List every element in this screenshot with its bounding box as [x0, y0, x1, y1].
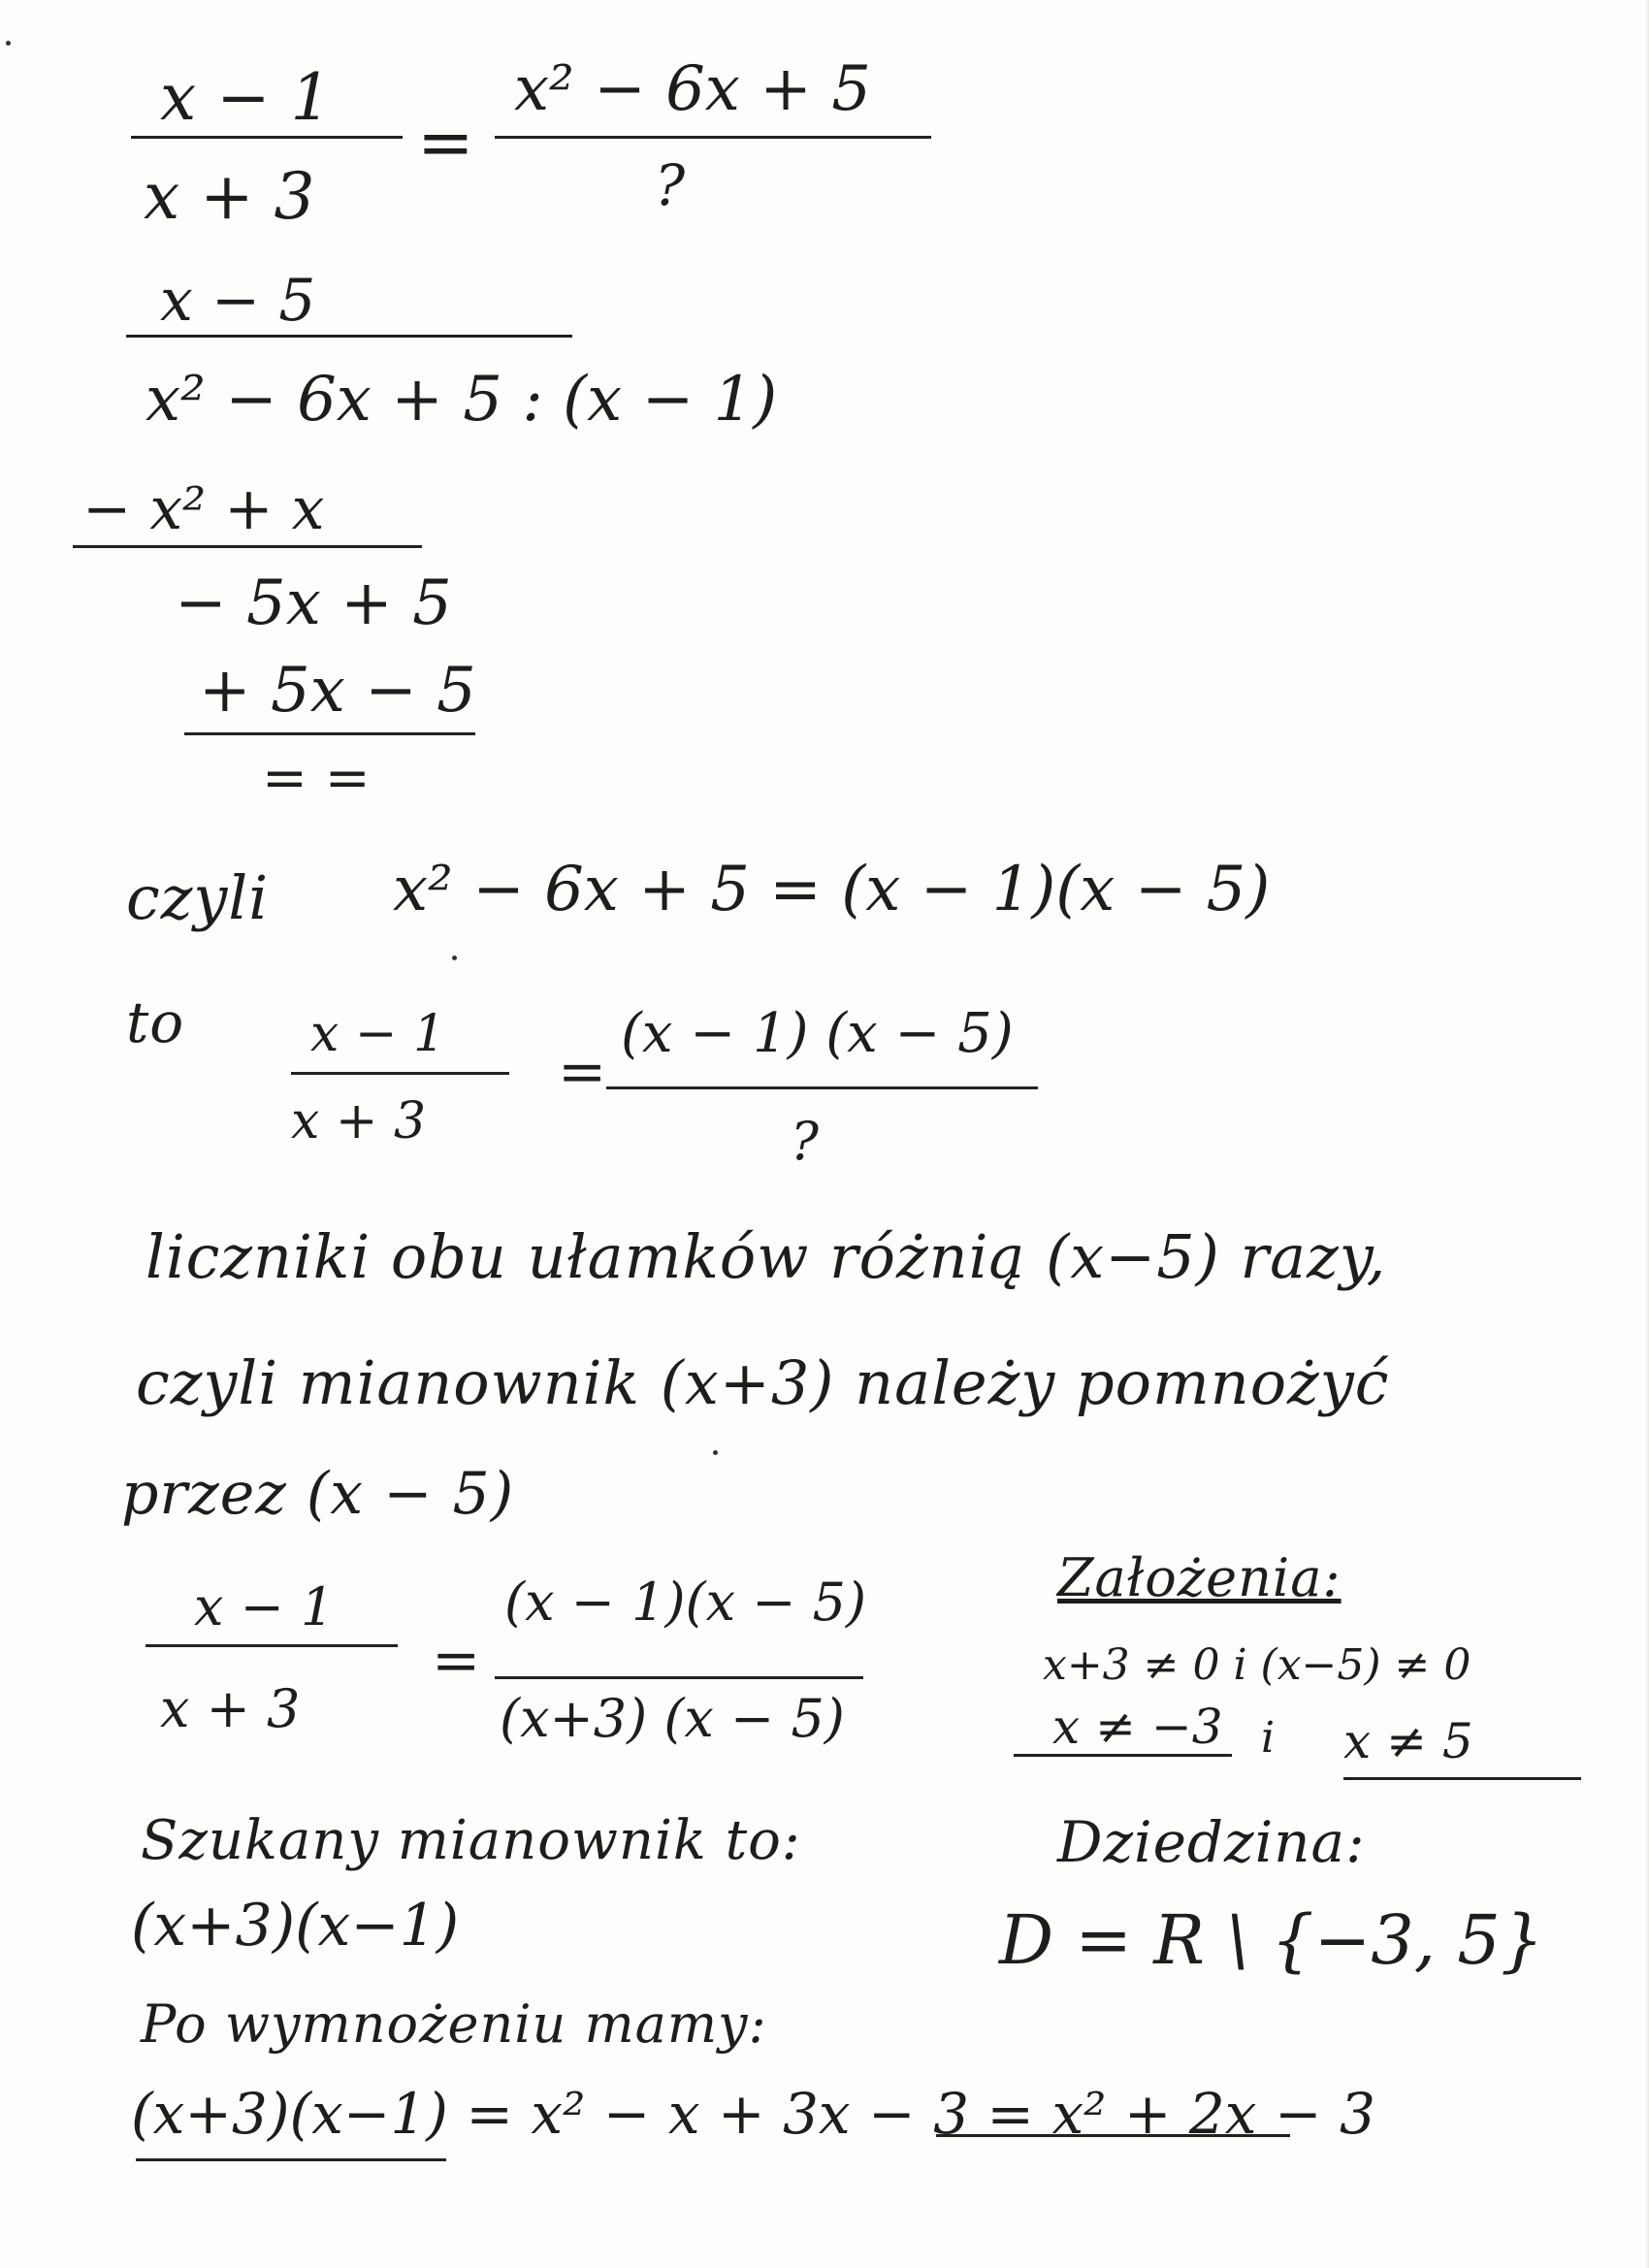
problem-rhs-numerator: x² − 6x + 5	[514, 53, 871, 125]
problem-equals: =	[417, 103, 474, 182]
then-rhs-denominator: ?	[791, 1111, 819, 1172]
answer-intro: Szukany mianownik to:	[141, 1809, 801, 1872]
answer-denominator: (x+3)(x−1)	[131, 1892, 460, 1960]
division-quotient-bar	[126, 335, 572, 338]
final-rhs-numerator: (x − 1)(x − 5)	[504, 1571, 867, 1633]
domain-set: D = R \ {−3, 5}	[999, 1900, 1544, 1980]
division-step2-bar	[184, 732, 475, 735]
domain-title: Dziedzina:	[1057, 1809, 1366, 1875]
assumptions-underline-left	[1014, 1754, 1232, 1757]
answer-after: Po wymnożeniu mamy:	[141, 1993, 767, 2055]
then-rhs-numerator: (x − 1) (x − 5)	[621, 1002, 1014, 1065]
division-remainder1: − 5x + 5	[175, 567, 452, 639]
problem-rhs-denominator: ?	[655, 152, 686, 218]
final-equals: =	[432, 1627, 481, 1695]
problem-rhs-fraction-bar	[495, 136, 931, 139]
answer-underline-right	[936, 2134, 1290, 2137]
answer-final: (x+3)(x−1) = x² − x + 3x − 3 = x² + 2x − 3	[131, 2081, 1375, 2147]
assumptions-connector: i	[1261, 1713, 1276, 1763]
scan-edge	[1645, 0, 1649, 2268]
final-rhs-denominator: (x+3) (x − 5)	[500, 1688, 845, 1749]
conclusion-label: czyli	[126, 862, 270, 933]
explanation-line1: liczniki obu ułamków różnią (x−5) razy,	[146, 1221, 1387, 1292]
then-lhs-numerator: x − 1	[310, 1005, 446, 1063]
division-result: = =	[262, 747, 371, 810]
stray-dot	[452, 956, 457, 960]
stray-dot	[713, 1450, 718, 1455]
explanation-line3: przez (x − 5)	[121, 1460, 515, 1528]
final-lhs-fraction-bar	[146, 1644, 398, 1647]
problem-lhs-denominator: x + 3	[144, 159, 315, 234]
assumptions-underline-right	[1343, 1777, 1581, 1780]
problem-lhs-fraction-bar	[131, 136, 403, 139]
then-lhs-denominator: x + 3	[291, 1092, 427, 1150]
assumptions-x-not-minus3: x ≠ −3	[1052, 1699, 1223, 1755]
division-step1: − x² + x	[82, 475, 325, 543]
division-dividend: x² − 6x + 5 : (x − 1)	[146, 364, 778, 436]
final-rhs-fraction-bar	[495, 1676, 863, 1679]
explanation-line2: czyli mianownik (x+3) należy pomnożyć	[136, 1347, 1390, 1418]
final-lhs-numerator: x − 1	[194, 1576, 335, 1637]
assumptions-line1: x+3 ≠ 0 i (x−5) ≠ 0	[1043, 1640, 1471, 1690]
then-lhs-fraction-bar	[291, 1072, 509, 1075]
assumptions-title: Założenia:	[1057, 1547, 1342, 1608]
stray-dot	[6, 41, 11, 46]
then-label: to	[126, 989, 185, 1055]
conclusion-expression: x² − 6x + 5 = (x − 1)(x − 5)	[393, 854, 1271, 925]
then-rhs-fraction-bar	[606, 1086, 1038, 1089]
division-step1-bar	[73, 545, 422, 548]
division-quotient: x − 5	[160, 267, 316, 335]
assumptions-x-not-5: x ≠ 5	[1343, 1713, 1473, 1769]
final-lhs-denominator: x + 3	[160, 1678, 301, 1739]
problem-lhs-numerator: x − 1	[160, 60, 332, 135]
then-equals: =	[558, 1038, 607, 1106]
answer-underline-left	[136, 2158, 446, 2161]
division-step2: + 5x − 5	[199, 655, 476, 727]
